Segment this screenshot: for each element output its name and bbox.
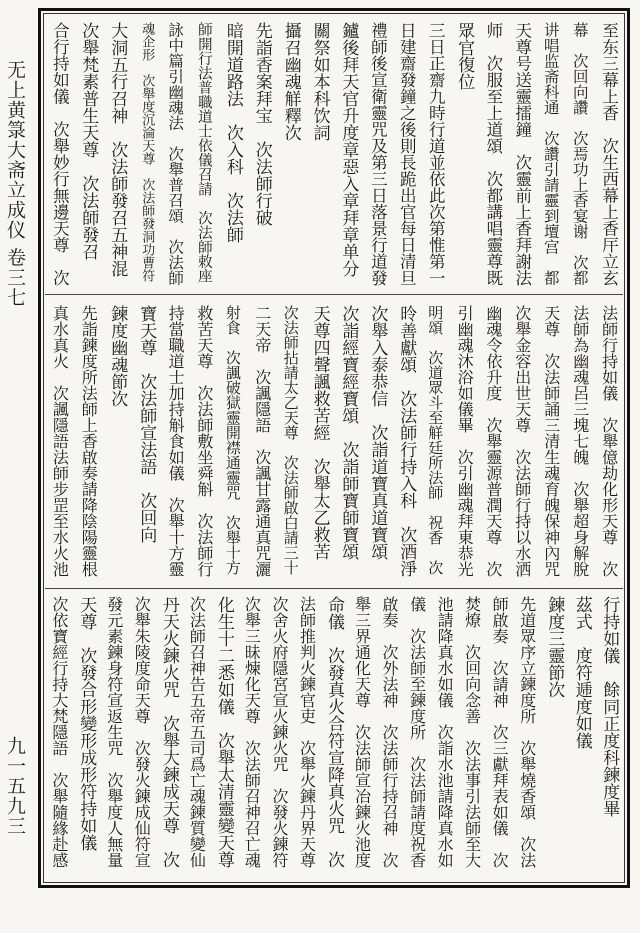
text-column: 法師為幽魂呂三塊七魄 次舉超身解脫 [570,305,590,577]
text-column: 焚燎 次回向念善 次法事引法師至大 [462,596,482,868]
text-column: 讲唱监斋科通 次讚引請靈到壇宫 都 [541,22,560,286]
text-column: 大洞五行召神 次法師發召五神混 [107,22,128,277]
text-column: 禮師後宣衛靈咒及第三日落景行道發 [368,22,388,286]
text-column: 次舉三昧煉化天尊 次法師召神召亡魂 [242,596,262,868]
register-top [45,22,623,286]
register-divider [45,294,623,295]
text-column: 發元素鍊身符宣返生咒 次舉度人無量 [104,596,124,868]
text-column: 儀 次法師至鍊度所 次法師請度祝香 [407,596,427,868]
text-column: 师 次服至上道頌 次都講唱靈尊既 [483,22,503,286]
text-column: 先詣香案拜宝 次法師行破 [251,22,272,226]
margin-book-title: 无上黄箓大斋立成仪 卷三七 [4,60,26,308]
text-column: 池請降真水如儀 次詣水池請降真水如 [435,596,455,868]
text-column: 鍊度幽魂節次 [107,305,128,407]
text-column: 次舉朱陵度命天尊 次發火鍊成仙符宣 [132,596,152,868]
text-column: 次法師拈請太乙天尊 次法師啟白請三十 [281,305,300,575]
text-column: 次舍火府隱宮宣火鍊火咒 次發火鍊符 [270,596,289,868]
text-column: 鍊度三靈節次 [544,596,565,698]
text-column: 啟奏 次外法神 次法師行持召神 次 [380,596,399,868]
text-column: 至东三幕上香 次生西幕上香厈立玄 [599,22,619,286]
text-column: 合行持如儀 次舉妙行無邊天尊 次 [50,22,70,286]
text-column: 茲式 度符逓度如儀 [571,596,592,749]
text-column: 射食 次諷破獄靈開襟通靈咒 次舉十方 [223,305,242,575]
text-column: 眾官復位 [454,22,475,90]
text-column: 鑪後拜天官升度章惡入章拜章单分 [338,22,359,277]
text-column: 法師行持如儀 次舉億劫化形天尊 次 [599,305,619,577]
text-column: 行持如儀 餘同正度科鍊度畢 [599,596,620,817]
text-column: 次舉梵素普生天尊 次法師發召 [78,22,99,260]
text-column: 魂企形 次舉度沉淪天尊 次法師發洞功曹符 [139,22,155,282]
text-column: 寶天尊 次法師宣法語 次回向 [136,305,157,543]
text-column: 詠中篇引幽魂法 次舉普召頌 次法師 [166,22,185,286]
text-column: 次舉金容出世天尊 次法師行持以水洒 [512,305,532,577]
text-column: 三日正齋九時行道並依此次第惟第一 [426,22,446,286]
text-column: 引幽魂沐浴如儀畢 次引幽魂拜東恭光 [455,305,475,577]
text-column: 攝召幽魂觧釋次 [280,22,301,141]
text-column: 師啟奏 次請神 次三獻拜表如儀 次 [490,596,510,868]
text-column: 幕 次回向讚 次焉功上香宴谢 次都 [570,22,589,286]
register-bottom [45,596,623,868]
text-column: 師開行法普職道士依儀召請 次法師敕座 [195,22,212,283]
text-column: 日建齋發鐘之後則長跪出官每日清旦 [397,22,417,286]
text-column: 天尊 次法師誦三清生魂育魄保神內咒 [541,305,561,577]
text-column: 昤善獻頌 次法師行持入科 次酒淨 [396,305,417,577]
text-column: 法師推判火鍊官吏 次舉火鍊丹界天尊 [297,596,317,868]
text-column: 明頌 次道眾斗至觧廷所法師 祝香 次 [426,305,445,575]
text-column: 先道眾序立鍊度所 次舉燒香頌 次法 [517,596,537,868]
text-column: 天尊 次發合形變形成形符持如儀 [76,596,97,851]
text-column: 持當職道士加持斛食如儀 次舉十方靈 [166,305,186,577]
text-column: 天尊号送靈擂鐘 次靈前上香拜謝法 [512,22,532,286]
text-column: 次依寶經行持大梵隱語 次舉隨緣赴感 [49,596,69,868]
text-column: 天尊四聲諷救苦經 次舉太乙救苦 [309,305,330,560]
text-column: 救苦天尊 次法師敷坐舜斛 次法師行 [194,305,214,577]
text-column: 命儀 次發真火合符宣降真火咒 次 [324,596,344,868]
register-divider [45,588,623,589]
text-column: 幽魂令依升度 次舉靈源普潤天尊 次 [483,305,503,577]
text-column: 關祭如本科饮詞 [309,22,330,141]
register-middle [45,305,623,577]
text-column: 二天帝 次諷隱語 次諷甘露通真咒灑 [252,305,272,577]
text-column: 舉三界通化天尊 次法師宣冶鍊火池度 [352,596,372,868]
text-column: 先詣鍊度所法師上香啟奏請降陰陽靈根 [79,305,99,577]
text-column: 暗開道路法 次入科 次法師 [222,22,243,243]
text-column: 次舉入泰恭信 次詣道寶真道寶頌 [367,305,388,560]
text-column: 丹天火鍊火咒 次舉大鍊成天尊 次 [158,596,179,868]
text-column: 化生十二悉如儀 次舉太清靈變天尊 [213,596,234,868]
text-column: 次詣經寶經寶頌 次詣師寶師寶頌 [338,305,359,560]
text-column: 真水真火 次諷隱語法師步罡至水火池 [50,305,70,577]
margin-page-number: 九一五九三 [4,736,26,836]
text-column: 次法師召神告五帝五司爲亡魂鍊質變仙 [187,596,207,868]
